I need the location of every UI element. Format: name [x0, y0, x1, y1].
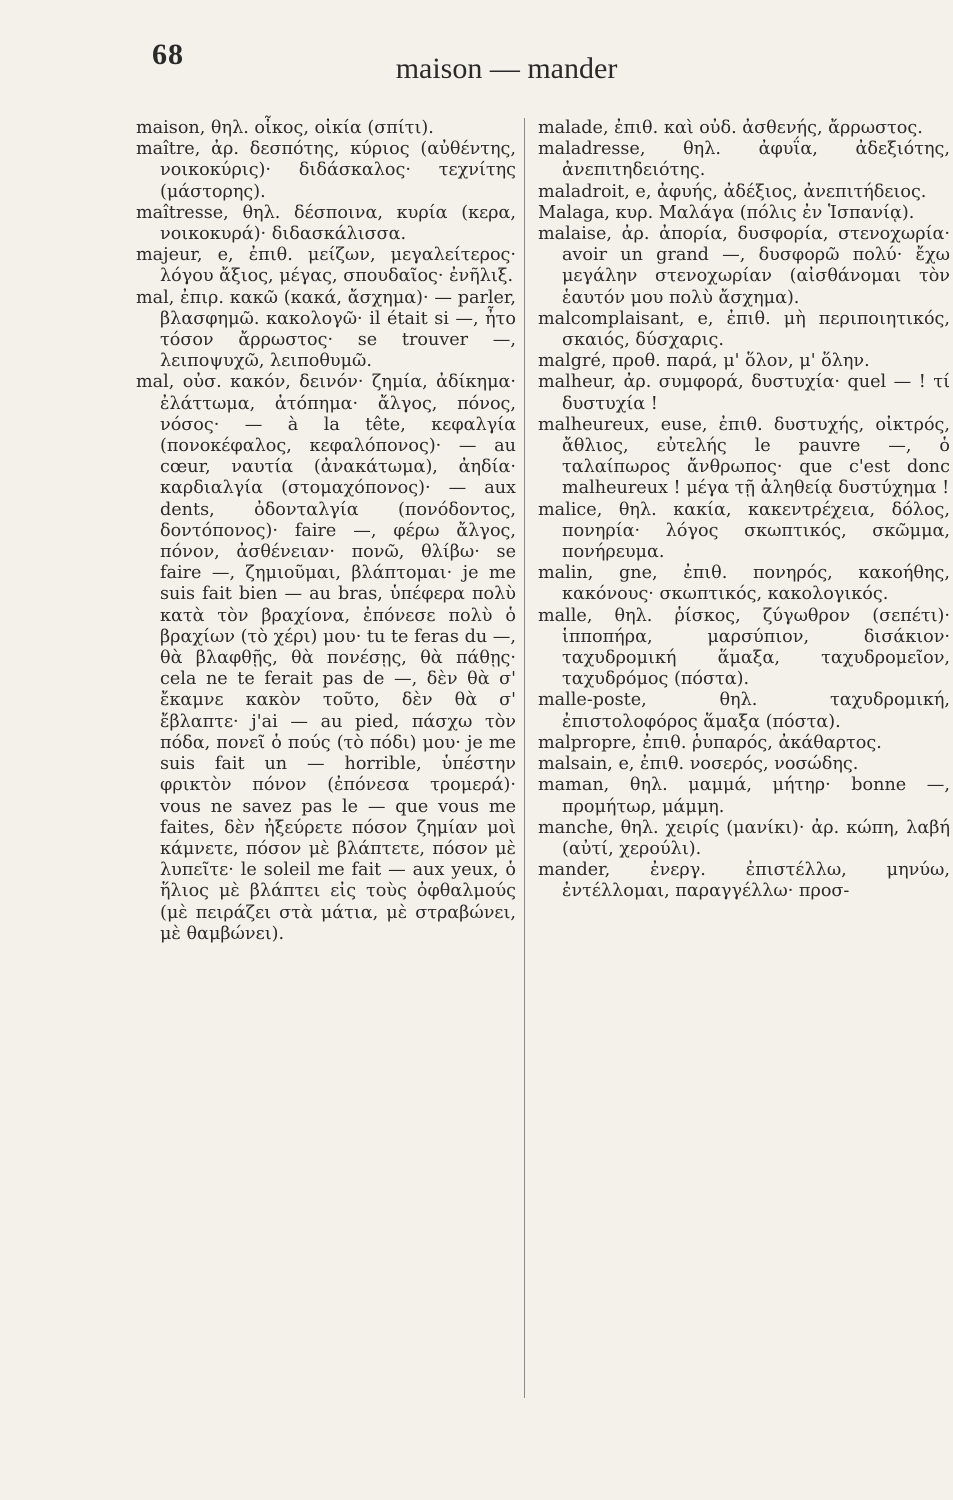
entry-maladroit: maladroit, e, ἀφυής, ἀδέξιος, ἀνεπιτήδειος.: [538, 181, 927, 202]
entry-malaga: Malaga, κυρ. Μαλάγα (πόλις ἐν Ἱσπανίᾳ).: [538, 202, 915, 223]
entry-maitre: maître, ἀρ. δεσπότης, κύριος (αὐθέντης, νοικοκύρις)· διδάσκαλος· τεχνίτης (μάστορης).: [136, 139, 516, 202]
entry-malin: malin, gne, ἐπιθ. πονηρός, κακοήθης, κακόνους· σκωπτικός, κακολογικός.: [538, 563, 950, 605]
entry-malheureux: malheureux, euse, ἐπιθ. δυστυχής, οἰκτρός, ἄθλιος, εὐτελής le pauvre —, ὁ ταλαίπωρος ἄνθρωπος· que c'est donc malheureux ! μέγα τῇ ἀληθείᾳ δυστύχημα !: [538, 414, 950, 499]
entry-maman: maman, θηλ. μαμμά, μήτηρ· bonne —, προμήτωρ, μάμμη.: [538, 775, 950, 817]
entry-malcomplaisant: malcomplaisant, e, ἐπιθ. μὴ περιποιητικός, σκαιός, δύσχαρις.: [538, 308, 950, 351]
entry-malice: malice, θηλ. κακία, κακεντρέχεια, δόλος, πονηρία· λόγος σκωπτικός, σκῶμμα, πονήρευμα.: [538, 499, 950, 563]
entry-mal-adverb: mal, ἐπιρ. κακῶ (κακά, ἄσχημα)· — parler, βλασφημῶ. κακολογῶ· il était si —, ἦτο τόσον ἄρρωστος· se trouver —, λειποψυχῶ, λειποθυμῶ.: [136, 287, 516, 372]
entry-manche: manche, θηλ. χειρίς (μανίκι)· ἀρ. κώπη, λαβή (αὐτί, χερούλι).: [538, 817, 950, 859]
page-number: 68: [152, 38, 184, 71]
entry-malpropre: malpropre, ἐπιθ. ῥυπαρός, ἀκάθαρτος.: [538, 732, 882, 753]
right-column: [538, 118, 950, 903]
entry-malle-poste: malle-poste, θηλ. ταχυδρομική, ἐπιστολοφόρος ἅμαξα (πόστα).: [538, 690, 950, 732]
entry-malsain: malsain, e, ἐπιθ. νοσερός, νοσώδης.: [538, 754, 859, 775]
left-column: [136, 118, 516, 945]
entry-maison: maison, θηλ. οἶκος, οἰκία (σπίτι).: [136, 118, 434, 138]
running-head: maison — mander: [395, 52, 618, 85]
entry-malle: malle, θηλ. ῥίσκος, ζύγωθρον (σεπέτι)· ἱπποπήρα, μαρσύπιον, δισάκιον· ταχυδρομική ἅμαξα, ταχυδρομεῖον, ταχυδρόμος (πόστα).: [538, 605, 950, 690]
entry-malheur: malheur, ἀρ. συμφορά, δυστυχία· quel — ! τί δυστυχία !: [538, 372, 950, 414]
entry-mander: mander, ἐνεργ. ἐπιστέλλω, μηνύω, ἐντέλλομαι, παραγγέλλω· προσ-: [538, 860, 950, 902]
entry-majeur: majeur, e, ἐπιθ. μείζων, μεγαλείτερος· λόγου ἄξιος, μέγας, σπουδαῖος· ἐνῆλιξ.: [136, 245, 516, 287]
entry-malgre: malgré, προθ. παρά, μ' ὅλον, μ' ὅλην.: [538, 351, 870, 372]
column-divider: [524, 118, 525, 1398]
entry-maitresse: maîtresse, θηλ. δέσποινα, κυρία (κερα, νοικοκυρά)· διδασκάλισσα.: [136, 202, 516, 245]
entry-malade: malade, ἐπιθ. καὶ οὐδ. ἀσθενής, ἄρρωστος.: [538, 118, 923, 138]
entry-mal-noun: mal, οὐσ. κακόν, δεινόν· ζημία, ἀδίκημα· ἐλάττωμα, ἀτόπημα· ἄλγος, πόνος, νόσος· — à la tête, κεφαλγία (πονοκέφαλος, κεφαλόπονος)· — au cœur, ναυτία (ἀνακάτωμα), ἀηδία· καρδιαλγία (στομαχόπονος)· — aux dents, ὀδονταλγία (πονόδοντος, δοντόπονος)· faire —, φέρω ἄλγος, πόνον, ἀσθένειαν· πονῶ, θλίβω· se faire —, ζημιοῦμαι, βλάπτομαι· je me suis fait bien — au bras, ὑπέφερα πολὺ κατὰ τὸν βραχίονα, ἐπόνεσε πολὺ ὁ βραχίων (τὸ χέρι) μου· tu te feras du —, θὰ βλαφθῇς, θὰ πονέσῃς, θὰ πάθῃς· cela ne te ferait pas de —, δὲν θὰ σ' ἔκαμνε κακὸν τοῦτο, δὲν θὰ σ' ἔβλαπτε· j'ai — au pied, πάσχω τὸν πόδα, πονεῖ ὁ πούς (τὸ πόδι) μου· je me suis fait un — horrible, ὑπέστην φρικτὸν πόνον (ἐπόνεσα τρομερά)· vous ne savez pas le — que vous me faites, δὲν ἠξεύρετε πόσον ζημίαν μοὶ κάμνετε, πόσον μὲ βλάπτετε, πόσον μὲ λυπεῖτε· le soleil me fait — aux yeux, ὁ ἥλιος μὲ βλάπτει εἰς τοὺς ὀφθαλμούς (μὲ πειράζει στὰ μάτια, μὲ στραβώνει, μὲ θαμβώνει).: [136, 372, 516, 944]
entry-maladresse: maladresse, θηλ. ἀφυΐα, ἀδεξιότης, ἀνεπιτηδειότης.: [538, 139, 950, 181]
entry-malaise: malaise, ἀρ. ἀπορία, δυσφορία, στενοχωρία· avoir un grand —, δυσφορῶ πολύ· ἔχω μεγάλην στενοχωρίαν (αἰσθάνομαι τὸν ἑαυτόν μου πολὺ ἄσχημα).: [538, 224, 950, 308]
